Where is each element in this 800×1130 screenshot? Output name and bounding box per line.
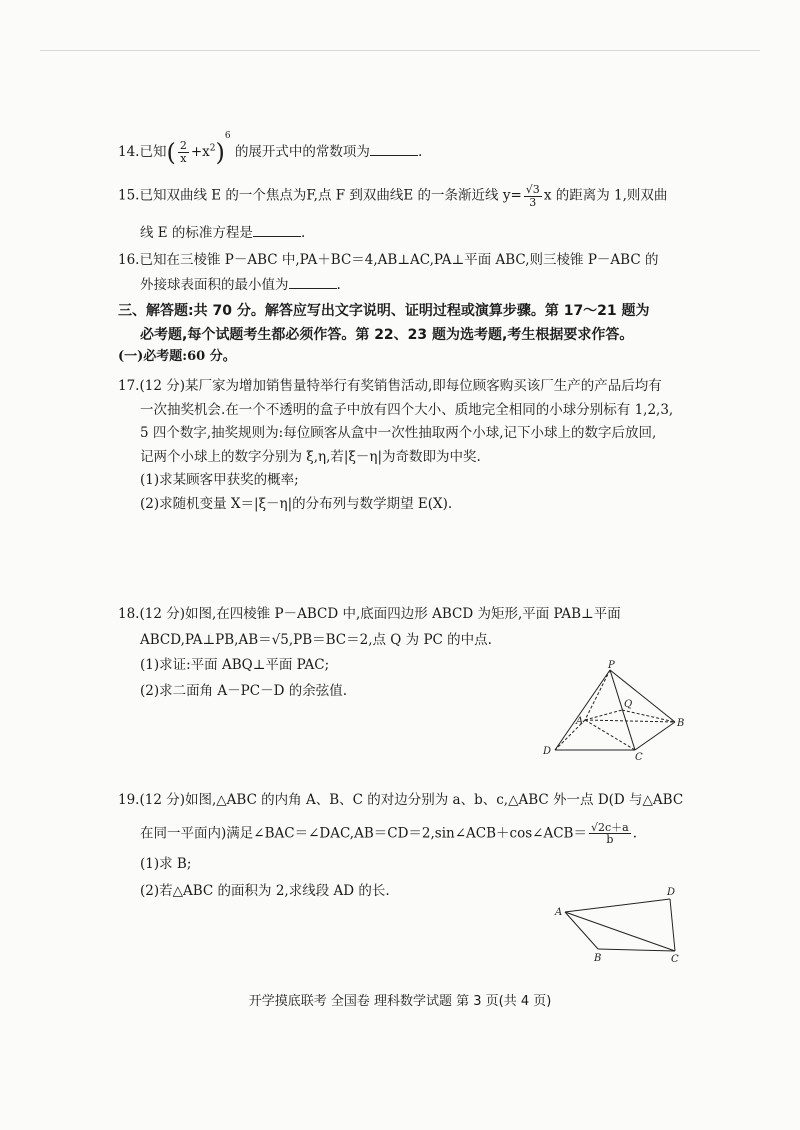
label-Q: Q xyxy=(624,699,633,710)
q14-answer-blank xyxy=(370,145,418,156)
q17-line4: 记两个小球上的数字分别为 ξ,η,若|ξ－η|为奇数即为中奖. xyxy=(140,448,481,465)
q16-line1: 16.已知在三棱锥 P－ABC 中,PA＋BC＝4,AB⊥AC,PA⊥平面 ABC,则三棱锥 P－ABC 的 xyxy=(118,252,659,268)
q19-line2a: 在同一平面内)满足∠BAC＝∠DAC,AB＝CD＝2,sin∠ACB＋cos∠ACB＝ xyxy=(140,825,587,842)
section-3-line1: 三、解答题:共 70 分。解答应写出文字说明、证明过程或演算步骤。第 17～21 题为 xyxy=(118,303,650,319)
q18-part1: (1)求证:平面 ABQ⊥平面 PAC; xyxy=(140,657,330,673)
label-C: C xyxy=(635,752,643,760)
edge-AB xyxy=(585,720,675,722)
section-3-line2: 必考题,每个试题考生都必须作答。第 22、23 题为选考题,考生根据要求作答。 xyxy=(140,327,634,343)
question-16: 16.已知在三棱锥 P－ABC 中,PA＋BC＝4,AB⊥AC,PA⊥平面 ABC,则三棱锥 P－ABC 的 外接球表面积的最小值为 . xyxy=(118,254,688,292)
label-C: C xyxy=(671,954,679,965)
q17-part1: (1)求某顾客甲获奖的概率; xyxy=(140,472,299,488)
label-D: D xyxy=(667,887,676,898)
q15-line1a: 15.已知双曲线 E 的一个焦点为F,点 F 到双曲线E 的一条渐近线 y= xyxy=(118,187,522,204)
page-edge-line xyxy=(40,50,760,51)
q17-line2: 一次抽奖机会.在一个不透明的盒子中放有四个大小、质地完全相同的小球分别标有 1,2,3, xyxy=(140,401,674,418)
q14-fraction: $\frac{2}{x}$ xyxy=(179,139,187,165)
edge-PA xyxy=(585,670,610,720)
section-3-header xyxy=(118,304,688,363)
q19-part1: (1)求 B; xyxy=(140,855,192,872)
question-14: 14.已知( $\frac{2}{x}$ $+x^2)^6$ 的展开式中的常数项为 . xyxy=(118,131,423,167)
q17-line1: 17.(12 分)某厂家为增加销售量特举行有奖销售活动,即每位顾客购买该厂生产的产品后均有 xyxy=(118,378,662,394)
q18-line1: 18.(12 分)如图,在四棱锥 P－ABCD 中,底面四边形 ABCD 为矩形,平面 PAB⊥平面 xyxy=(118,606,621,622)
q15-answer-blank xyxy=(253,226,301,237)
q18-part2: (2)求二面角 A－PC－D 的余弦值. xyxy=(140,682,347,699)
page-footer: 开学摸底联考 全国卷 理科数学试题 第 3 页(共 4 页) xyxy=(248,994,552,1009)
q19-line1: 19.(12 分)如图,△ABC 的内角 A、B、C 的对边分别为 a、b、c,△ABC 外一点 D(D 与△ABC xyxy=(118,792,684,808)
label-B: B xyxy=(677,718,685,729)
q19-part2: (2)若△ABC 的面积为 2,求线段 AD 的长. xyxy=(140,883,390,900)
q17-part2: (2)求随机变量 X＝|ξ－η|的分布列与数学期望 E(X). xyxy=(140,495,453,512)
q19-quadrilateral-figure xyxy=(550,885,690,965)
q15-fraction: $\frac{√3}{3}$ xyxy=(525,183,540,209)
edge-AC xyxy=(565,912,675,951)
edge-DC xyxy=(670,899,675,951)
label-A: A xyxy=(576,716,584,727)
edge-CB xyxy=(635,722,675,750)
edge-AD xyxy=(565,899,670,912)
q14-prefix: 14.已知 xyxy=(118,144,167,160)
q15-line1b: x 的距离为 1,则双曲 xyxy=(543,187,668,204)
q18-pyramid-figure xyxy=(540,660,690,760)
label-P: P xyxy=(608,660,615,671)
edge-PD xyxy=(555,670,610,750)
q19-fraction: $\frac{√2c+a}{b}$ xyxy=(590,820,629,847)
q16-answer-blank xyxy=(289,278,337,289)
q14-suffix: 的展开式中的常数项为 xyxy=(234,144,370,160)
label-D: D xyxy=(543,746,552,757)
q18-line2: ABCD,PA⊥PB,AB＝√5,PB＝BC＝2,点 Q 为 PC 的中点. xyxy=(140,631,492,648)
question-19: 19.(12 分)如图,△ABC 的内角 A、B、C 的对边分别为 a、b、c,△ABC 外一点 D(D 与△ABC 在同一平面内)满足∠BAC＝∠DAC,AB＝CD＝2,sin∠ACB＋cos∠ACB＝ $\frac{√2c+a}{b}$ . (1)求 B; (2)若△ABC 的面积为 2,求线段 AD 的长. xyxy=(118,794,688,899)
q15-line2: 线 E 的标准方程是 xyxy=(140,225,253,242)
label-B: B xyxy=(594,953,602,964)
edge-AQ xyxy=(585,710,622,720)
label-A: A xyxy=(555,907,563,918)
question-17 xyxy=(118,380,688,511)
question-15: 15.已知双曲线 E 的一个焦点为F,点 F 到双曲线E 的一条渐近线 y= $\frac{√3}{3}$ x 的距离为 1,则双曲 线 E 的标准方程是 . xyxy=(118,183,668,242)
q16-line2: 外接球表面积的最小值为 xyxy=(140,276,289,293)
q17-line3: 5 四个数字,抽奖规则为:每位顾客从盒中一次性抽取两个小球,记下小球上的数字后放回, xyxy=(140,425,657,441)
section-3-sub: (一)必考题:60 分。 xyxy=(118,349,236,364)
edge-BC xyxy=(598,949,675,951)
